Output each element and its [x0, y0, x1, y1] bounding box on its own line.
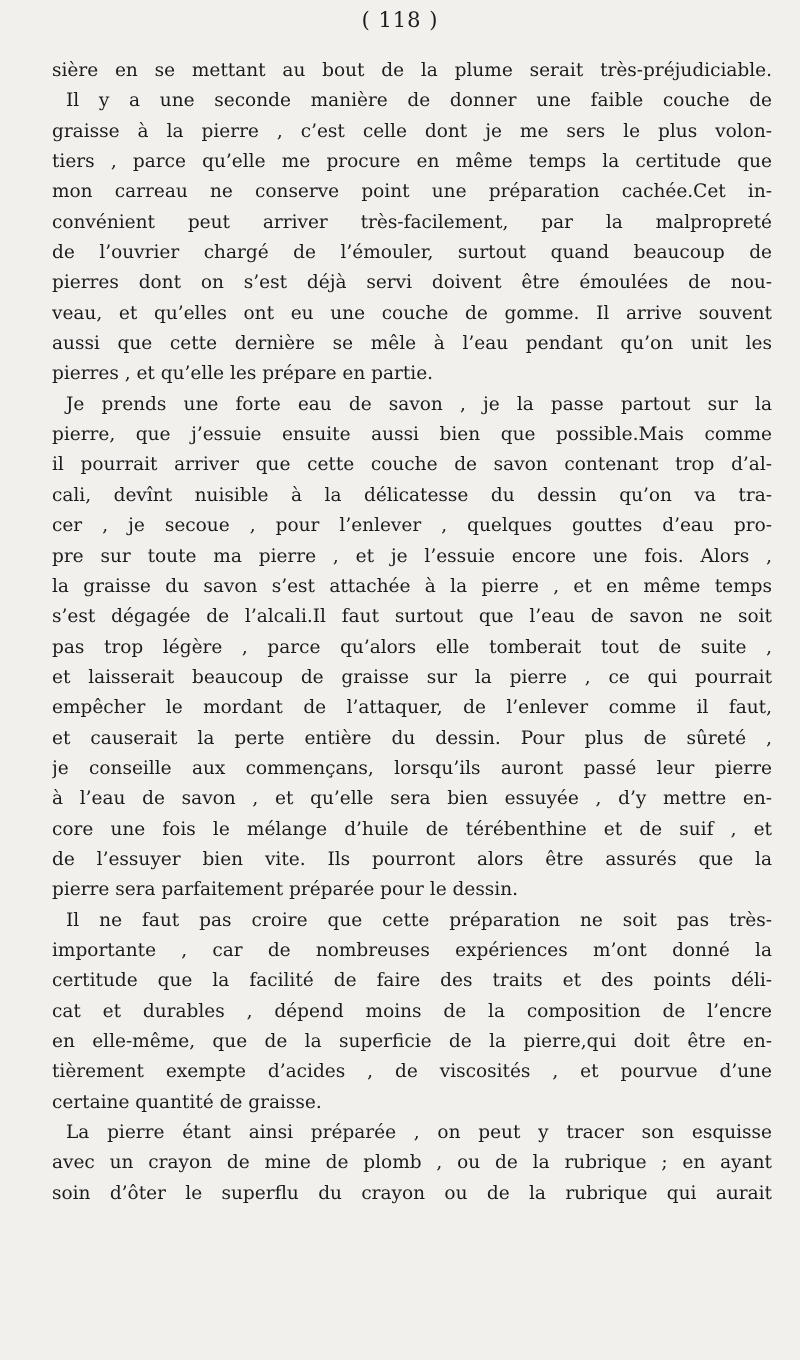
text-line: il pourrait arriver que cette couche de savon contenant trop d’al-: [52, 454, 772, 476]
text-line: et laisserait beaucoup de graisse sur la pierre , ce qui pourrait: [52, 666, 772, 688]
text-line: pas trop légère , parce qu’alors elle tomberait tout de suite ,: [52, 636, 772, 658]
text-line: importante , car de nombreuses expériences m’ont donné la: [52, 939, 772, 961]
text-line: cat et durables , dépend moins de la composition de l’encre: [52, 1000, 772, 1022]
text-line: la graisse du savon s’est attachée à la pierre , et en même temps: [52, 575, 772, 597]
text-line: La pierre étant ainsi préparée , on peut y tracer son esquisse: [66, 1122, 772, 1144]
page-number: ( 118 ): [361, 8, 439, 32]
text-line: pierre, que j’essuie ensuite aussi bien que possible.Mais comme: [52, 424, 772, 446]
text-line: en elle-même, que de la superficie de la pierre,qui doit être en-: [52, 1031, 772, 1052]
text-line: à l’eau de savon , et qu’elle sera bien essuyée , d’y mettre en-: [52, 788, 772, 810]
text-line: mon carreau ne conserve point une préparation cachée.Cet in-: [52, 181, 772, 203]
text-line: pierre sera parfaitement préparée pour le dessin.: [52, 879, 519, 901]
text-line: sière en se mettant au bout de la plume serait très-préjudiciable.: [52, 60, 772, 81]
text-line: veau, et qu’elles ont eu une couche de gomme. Il arrive souvent: [52, 302, 772, 324]
text-line: je conseille aux commençans, lorsqu’ils auront passé leur pierre: [52, 757, 772, 779]
text-line: cali, devînt nuisible à la délicatesse du dessin qu’on va tra-: [52, 484, 772, 506]
text-line: tièrement exempte d’acides , de viscosités , et pourvue d’une: [52, 1061, 772, 1083]
text-line: avec un crayon de mine de plomb , ou de la rubrique ; en ayant: [52, 1152, 772, 1174]
text-line: de l’essuyer bien vite. Ils pourront alors être assurés que la: [52, 848, 772, 870]
text-line: pierres , et qu’elle les prépare en partie.: [52, 363, 434, 385]
text-line: Il ne faut pas croire que cette préparation ne soit pas très-: [66, 909, 772, 931]
text-line: s’est dégagée de l’alcali.Il faut surtout que l’eau de savon ne soit: [52, 606, 772, 628]
text-line: core une fois le mélange d’huile de térébenthine et de suif , et: [52, 818, 772, 840]
text-line: Il y a une seconde manière de donner une faible couche de: [66, 90, 772, 112]
text-line: certitude que la facilité de faire des traits et des points déli-: [52, 970, 772, 992]
text-line: convénient peut arriver très-facilement, par la malpropreté: [52, 211, 772, 233]
text-line: et causerait la perte entière du dessin. Pour plus de sûreté ,: [52, 727, 772, 749]
text-line: graisse à la pierre , c’est celle dont je me sers le plus volon-: [52, 120, 772, 142]
text-line: empêcher le mordant de l’attaquer, de l’enlever comme il faut,: [52, 697, 772, 719]
text-line: de l’ouvrier chargé de l’émouler, surtout quand beaucoup de: [52, 242, 772, 264]
body-text: [52, 56, 772, 1209]
text-line: pierres dont on s’est déjà servi doivent être émoulées de nou-: [52, 272, 772, 294]
text-line: aussi que cette dernière se mêle à l’eau pendant qu’on unit les: [52, 333, 772, 355]
text-line: cer , je secoue , pour l’enlever , quelques gouttes d’eau pro-: [52, 515, 772, 537]
text-line: pre sur toute ma pierre , et je l’essuie encore une fois. Alors ,: [52, 545, 772, 567]
text-line: soin d’ôter le superflu du crayon ou de la rubrique qui aurait: [52, 1182, 772, 1204]
text-line: certaine quantité de graisse.: [52, 1091, 322, 1113]
text-line: tiers , parce qu’elle me procure en même temps la certitude que: [52, 151, 772, 173]
text-line: Je prends une forte eau de savon , je la passe partout sur la: [66, 393, 772, 415]
